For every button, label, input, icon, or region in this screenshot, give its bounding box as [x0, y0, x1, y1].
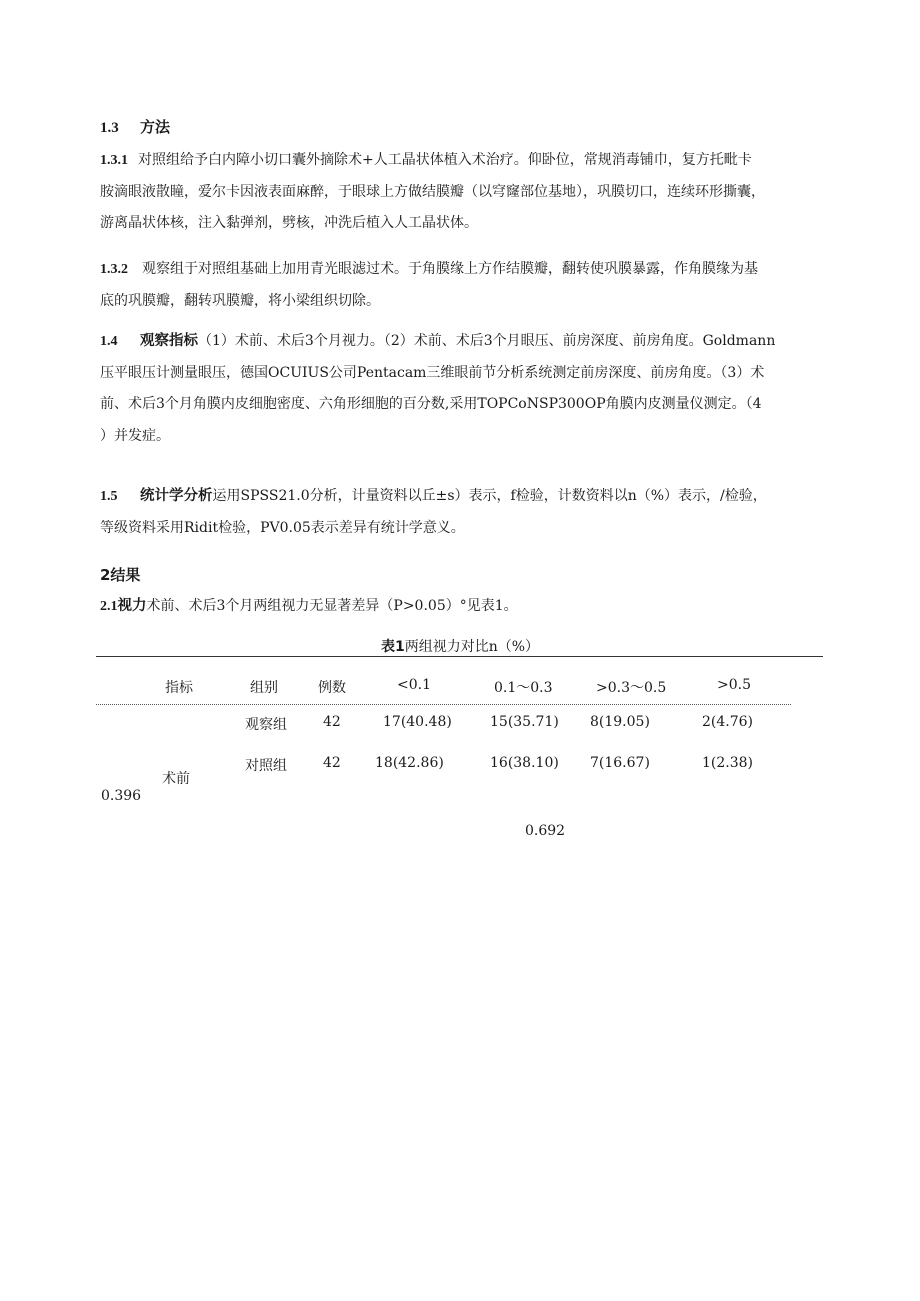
paragraph-line: 运用SPSS21.0分析，计量资料以丘±s）表示，f检验，计数资料以n（%）表示，/检验， — [212, 488, 767, 504]
table-caption — [0, 636, 920, 656]
section-number: 1.3 — [100, 120, 119, 136]
section-2-heading: 2结果 — [100, 566, 141, 584]
table-title: 两组视力对比n（%） — [404, 639, 540, 655]
table-header-gt-0-5: >0.5 — [717, 677, 751, 693]
table-row-value: 18(42.86) — [375, 755, 444, 771]
table-row-value: 16(38.10) — [490, 755, 559, 771]
table-header-count: 例数 — [318, 680, 346, 696]
table-row-group: 对照组 — [245, 758, 287, 774]
table-row-count: 42 — [323, 755, 341, 771]
paragraph-number: 1.5 — [100, 489, 118, 504]
section-title: 方法 — [140, 118, 171, 136]
paragraph-number: 1.4 — [100, 334, 118, 349]
table-row-value: 15(35.71) — [490, 714, 559, 730]
table-header-group: 组别 — [250, 680, 278, 696]
paragraph-2-1 — [100, 591, 830, 623]
paragraph-1-3-1 — [100, 145, 830, 240]
paragraph-1-4 — [100, 326, 830, 452]
paragraph-number: 1.3.2 — [100, 262, 128, 277]
table-row-label: 术前 — [162, 771, 190, 787]
table-row-value: 8(19.05) — [590, 714, 650, 730]
paragraph-lead: 观察指标 — [140, 333, 198, 349]
paragraph-line: 术前、术后3个月两组视力无显著差异（P>0.05）°见表1。 — [146, 598, 518, 614]
paragraph-line: 底的巩膜瓣，翻转巩膜瓣，将小梁组织切除。 — [100, 292, 380, 309]
table-top-rule — [96, 656, 823, 657]
paragraph-line: 观察组于对照组基础上加用青光眼滤过术。于角膜缘上方作结膜瓣，翻转使巩膜暴露，作角膜缘为基 — [142, 261, 758, 277]
paragraph-number: 1.3.1 — [100, 153, 128, 168]
table-row-value: 7(16.67) — [590, 755, 650, 771]
table-row-value: 17(40.48) — [383, 714, 452, 730]
table-row-group: 观察组 — [245, 717, 287, 733]
paragraph-line: 胺滴眼液散瞳，爱尔卡因液表面麻醉，于眼球上方做结膜瓣（以穹窿部位基地），巩膜切口，连续环形撕囊， — [100, 183, 765, 200]
paragraph-line: （1）术前、术后3个月视力。（2）术前、术后3个月眼压、前房深度、前房角度。Goldmann — [198, 333, 776, 349]
table-number: 表1 — [380, 639, 405, 655]
table-row-value: 1(2.38) — [702, 755, 754, 771]
paragraph-number: 2.1 — [100, 599, 118, 614]
paragraph-lead: 视力 — [117, 598, 147, 614]
paragraph-line: 等级资料采用Ridit检验，PV0.05表示差异有统计学意义。 — [100, 519, 465, 536]
paragraph-line: 对照组给予白内障小切口囊外摘除术+人工晶状体植入术治疗。仰卧位，常规消毒铺巾，复方托毗卡 — [138, 152, 752, 168]
paragraph-line: 压平眼压计测量眼压，德国OCUIUS公司Pentacam三维眼前节分析系统测定前房深度、前房角度。（3）术 — [100, 364, 765, 381]
table-header-rule — [96, 704, 791, 705]
paragraph-lead: 统计学分析 — [140, 488, 213, 504]
paragraph-line: ）并发症。 — [100, 427, 170, 444]
paragraph-line: 前、术后3个月角膜内皮细胞密度、六角形细胞的百分数,采用TOPCoNSP300OP角膜内皮测量仪测定。（4 — [100, 396, 762, 412]
paragraph-1-5 — [100, 481, 830, 544]
table-row-value: 2(4.76) — [702, 714, 754, 730]
table-row-count: 42 — [323, 714, 341, 730]
table-header-indicator: 指标 — [165, 680, 193, 696]
table-p-value: 0.692 — [525, 823, 566, 839]
table-statistic: 0.396 — [101, 788, 142, 804]
section-1-3-heading — [100, 116, 170, 137]
table-header-0-1-0-3: 0.1～0.3 — [494, 680, 553, 696]
paragraph-line: 游离晶状体核，注入黏弹剂，劈核，冲洗后植入人工晶状体。 — [100, 215, 478, 231]
table-header-lt-0-1: <0.1 — [397, 677, 431, 693]
paragraph-1-3-2 — [100, 254, 830, 317]
table-header-0-3-0-5: >0.3～0.5 — [596, 680, 667, 696]
